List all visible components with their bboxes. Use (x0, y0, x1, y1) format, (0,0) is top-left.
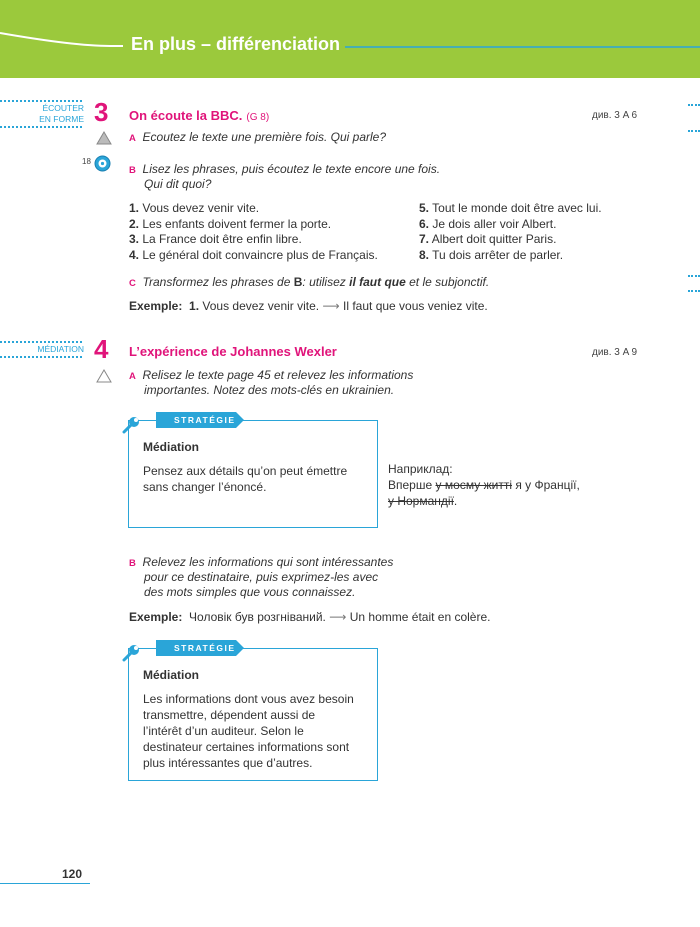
divider (0, 356, 82, 358)
list-item: 5. Tout le monde doit être avec lui. (419, 201, 602, 215)
task-b: B Lisez les phrases, puis écoutez le texte encore une fois. (129, 162, 441, 176)
list-item: 4. Le général doit convaincre plus de Français. (129, 247, 378, 262)
list-item: 6. Je dois aller voir Albert. (419, 216, 557, 231)
audio-cd-icon[interactable] (94, 155, 111, 172)
divider (0, 100, 82, 102)
grammar-reference: див. 3 A 9 (592, 347, 638, 358)
strategy-tag: STRATÉGIE (156, 412, 236, 428)
task-c: C Transformez les phrases de B: utilisez il faut que et le subjonctif. (129, 275, 490, 289)
strategy-text: Pensez aux détails qu’on peut émettre sans changer l’énoncé. (143, 464, 348, 494)
sentence-list-left (129, 201, 378, 263)
audio-track-number: 18 (82, 157, 91, 166)
divider (688, 275, 700, 277)
divider (0, 341, 82, 343)
list-item: 8. Tu dois arrêter de parler. (419, 247, 564, 262)
arrow-right-icon: ⟶ (322, 299, 340, 313)
grammar-reference: див. 3 A 6 (592, 110, 638, 121)
section-label-mediation: MÉDIATION (37, 344, 84, 354)
warning-triangle-icon (96, 131, 112, 145)
list-item: 7. Albert doit quitter Paris. (419, 232, 557, 246)
sentence-list-right (419, 201, 602, 263)
strategy-heading: Médiation (143, 668, 199, 682)
task-b-line2: pour ce destinataire, puis exprimez-les avec (144, 570, 379, 584)
list-item: 3. La France doit être enfin libre. (129, 232, 302, 246)
list-item: 1. Vous devez venir vite. (129, 201, 260, 215)
page-title: En plus – différenciation (131, 34, 341, 54)
wrench-icon (120, 642, 142, 664)
wrench-icon (120, 414, 142, 436)
exercise-number: 4 (94, 334, 109, 364)
header-swoosh-line (0, 0, 700, 78)
page-number: 120 (62, 867, 83, 881)
task-a-line2: importantes. Notez des mots-clés en ukrainien. (144, 383, 395, 397)
warning-triangle-icon (96, 369, 112, 383)
header-banner (0, 0, 700, 78)
task-a: A Relisez le texte page 45 et relevez les informations (129, 368, 414, 382)
task-b-line2: Qui dit quoi? (144, 177, 212, 191)
divider (688, 104, 700, 106)
divider (688, 290, 700, 292)
arrow-right-icon: ⟶ (329, 610, 347, 624)
task-a: A Ecoutez le texte une première fois. Qui parle? (129, 130, 387, 144)
strategy-heading: Médiation (143, 440, 199, 454)
task-b-line3: des mots simples que vous connaissez. (144, 585, 356, 599)
strategy-text: Les informations dont vous avez besoin transmettre, dépendent aussi de l’intérêt d’un auditeur. Selon le destinateur certaines informations sont plus intéressantes que d’autres. (143, 692, 354, 770)
section-label-ecouter: ÉCOUTER EN FORME (39, 103, 84, 124)
example-line: Exemple: Чоловік був розгніваний. ⟶ Un homme était en colère. (129, 610, 491, 624)
divider (688, 130, 700, 132)
example-line: Exemple: 1. Vous devez venir vite. ⟶ Il faut que vous veniez vite. (129, 299, 488, 313)
exercise-number: 3 (94, 97, 109, 127)
task-b: B Relevez les informations qui sont intéressantes (129, 555, 394, 569)
exercise-title: L’expérience de Johannes Wexler (129, 344, 337, 359)
divider (0, 883, 90, 884)
divider (0, 126, 82, 128)
exercise-title: On écoute la BBC. (G 8) (129, 108, 270, 123)
list-item: 2. Les enfants doivent fermer la porte. (129, 216, 332, 231)
example-note: Наприклад: Вперше у моєму житті я у Франції, у Нормандії. (388, 462, 580, 508)
strategy-tag: STRATÉGIE (156, 640, 236, 656)
